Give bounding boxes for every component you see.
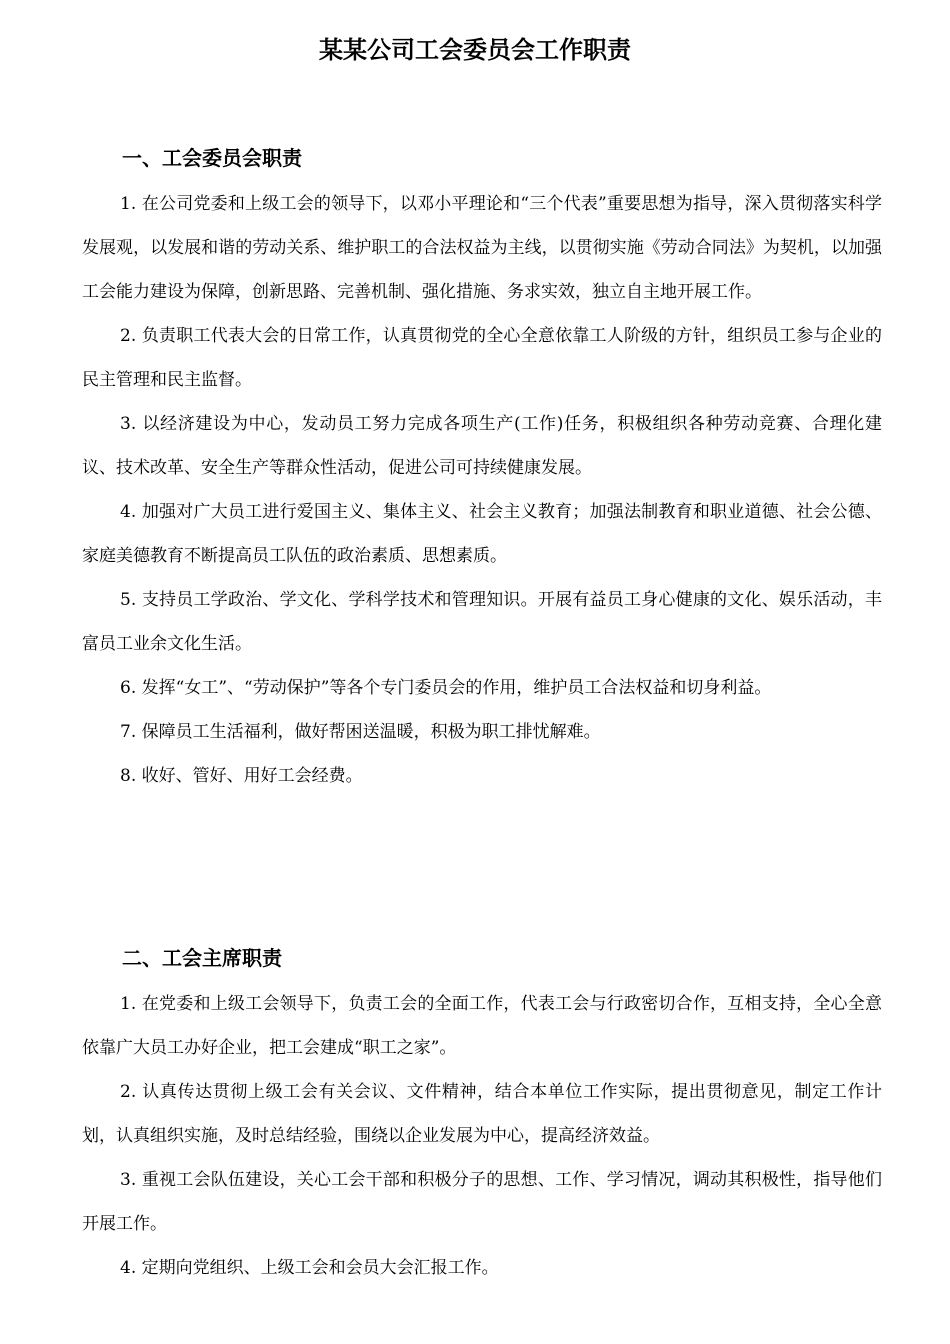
duty-paragraph: 3. 重视工会队伍建设，关心工会干部和积极分子的思想、工作、学习情况，调动其积极性，指导他们开展工作。 xyxy=(82,1170,882,1234)
duty-paragraph: 3. 以经济建设为中心，发动员工努力完成各项生产(工作)任务，积极组织各种劳动竞赛、合理化建议、技术改革、安全生产等群众性活动，促进公司可持续健康发展。 xyxy=(82,414,882,478)
duty-paragraph: 1. 在党委和上级工会领导下，负责工会的全面工作，代表工会与行政密切合作，互相支持，全心全意依靠广大员工办好企业，把工会建成“职工之家”。 xyxy=(82,994,882,1058)
document-title: 某某公司工会委员会工作职责 xyxy=(319,36,631,64)
duty-paragraph: 6. 发挥“女工”、“劳动保护”等各个专门委员会的作用，维护员工合法权益和切身利益。 xyxy=(120,678,772,698)
duty-paragraph: 1. 在公司党委和上级工会的领导下，以邓小平理论和“三个代表”重要思想为指导，深入贯彻落实科学发展观，以发展和谐的劳动关系、维护职工的合法权益为主线，以贯彻实施《劳动合同法》为契机，以加强工会能力建设为保障，创新思路、完善机制、强化措施、务求实效，独立自主地开展工作。 xyxy=(82,194,882,302)
section-committee-duties xyxy=(82,138,882,798)
section-heading: 二、工会主席职责 xyxy=(122,946,282,970)
section-chairman-duties xyxy=(82,938,882,1290)
duty-paragraph: 4. 加强对广大员工进行爱国主义、集体主义、社会主义教育；加强法制教育和职业道德、社会公德、家庭美德教育不断提高员工队伍的政治素质、思想素质。 xyxy=(82,502,882,566)
duty-paragraph: 2. 负责职工代表大会的日常工作，认真贯彻党的全心全意依靠工人阶级的方针，组织员工参与企业的民主管理和民主监督。 xyxy=(82,326,882,390)
duty-paragraph: 8. 收好、管好、用好工会经费。 xyxy=(120,766,363,786)
section-heading: 一、工会委员会职责 xyxy=(122,146,302,170)
duty-paragraph: 7. 保障员工生活福利，做好帮困送温暖，积极为职工排忧解难。 xyxy=(120,722,601,742)
duty-paragraph: 4. 定期向党组织、上级工会和会员大会汇报工作。 xyxy=(120,1258,499,1278)
duty-paragraph: 5. 支持员工学政治、学文化、学科学技术和管理知识。开展有益员工身心健康的文化、娱乐活动，丰富员工业余文化生活。 xyxy=(82,590,882,654)
duty-paragraph: 2. 认真传达贯彻上级工会有关会议、文件精神，结合本单位工作实际，提出贯彻意见，制定工作计划，认真组织实施，及时总结经验，围绕以企业发展为中心，提高经济效益。 xyxy=(82,1082,882,1146)
